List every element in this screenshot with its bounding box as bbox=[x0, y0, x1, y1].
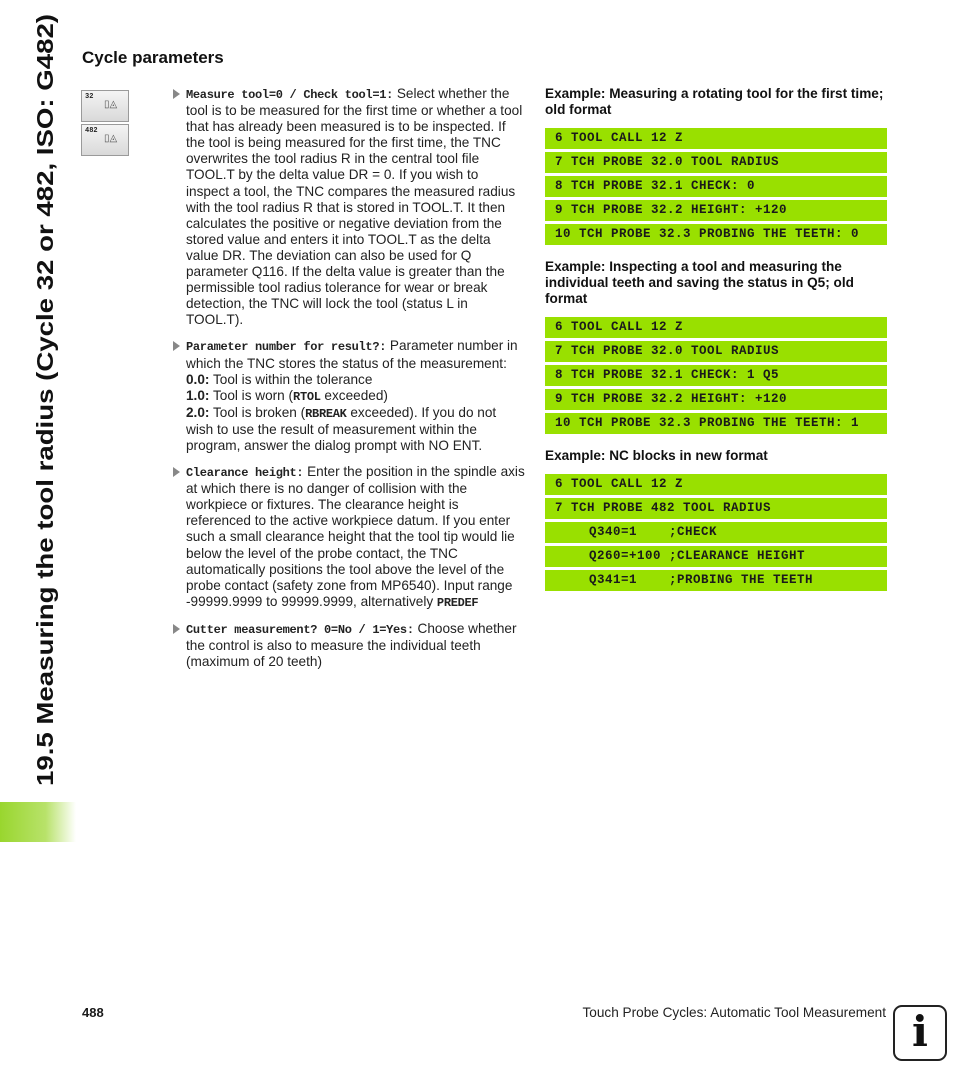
code-line: 6 TOOL CALL 12 Z bbox=[545, 317, 887, 338]
example-block bbox=[545, 86, 887, 245]
code-line: Q260=+100 ;CLEARANCE HEIGHT bbox=[545, 546, 887, 567]
value-code: RBREAK bbox=[305, 406, 347, 421]
example-title: Example: NC blocks in new format bbox=[545, 448, 768, 463]
code-line: 9 TCH PROBE 32.2 HEIGHT: +120 bbox=[545, 200, 887, 221]
cycle-482-softkey[interactable] bbox=[81, 124, 129, 156]
example-block bbox=[545, 448, 887, 591]
param-measure-check bbox=[173, 86, 525, 328]
param-text: Parameter number in which the TNC stores the status of the measurement: bbox=[186, 338, 518, 371]
value-text: exceeded) bbox=[320, 387, 388, 403]
code-line: 9 TCH PROBE 32.2 HEIGHT: +120 bbox=[545, 389, 887, 410]
bullet-arrow-icon bbox=[173, 89, 180, 99]
example-title: Example: Inspecting a tool and measuring the individual teeth and saving the status in Q5; old format bbox=[545, 259, 854, 306]
param-cutter-measurement bbox=[173, 621, 525, 670]
code-line: 10 TCH PROBE 32.3 PROBING THE TEETH: 1 bbox=[545, 413, 887, 434]
cycle-32-softkey[interactable] bbox=[81, 90, 129, 122]
param-text: Select whether the tool is to be measured for the first time or whether a tool that has already been measured is to be inspected. If the tool is being measured for the first time, the TNC overwrites the tool radius R in the central tool file TOOL.T by the delta value DR = 0. If you wish to inspect a tool, the TNC compares the measured radius with the tool radius R that is stored in TOOL.T. It then calculates the positive or negative deviation from the stored value and enters it into TOOL.T as the delta value DR. The deviation can also be used for Q parameter Q116. If the delta value is greater than the permissible tool radius tolerance for wear or break detection, the TNC will lock the tool (status L in TOOL.T). bbox=[186, 86, 523, 328]
code-line: 8 TCH PROBE 32.1 CHECK: 1 Q5 bbox=[545, 365, 887, 386]
param-code: Measure tool=0 / Check tool=1: bbox=[186, 88, 394, 102]
side-chapter-title bbox=[0, 0, 76, 800]
param-code: Parameter number for result?: bbox=[186, 340, 387, 355]
info-icon bbox=[893, 1005, 947, 1061]
example-title: Example: Measuring a rotating tool for the first time; old format bbox=[545, 86, 884, 117]
value-code: RTOL bbox=[293, 389, 321, 404]
param-clearance-height bbox=[173, 464, 525, 611]
cycle-482-graphic-icon: ▯◬ bbox=[104, 133, 118, 144]
value-text: Tool is broken ( bbox=[209, 404, 306, 420]
softkey-label: 482 bbox=[85, 127, 98, 135]
code-line: 6 TOOL CALL 12 Z bbox=[545, 474, 887, 495]
value-label: 0.0: bbox=[186, 371, 210, 387]
param-code: PREDEF bbox=[436, 595, 479, 610]
value-text: Tool is worn ( bbox=[209, 387, 294, 403]
footer-chapter-title: Touch Probe Cycles: Automatic Tool Measurement bbox=[582, 1005, 886, 1020]
param-code: Cutter measurement? 0=No / 1=Yes: bbox=[186, 622, 414, 637]
code-line: 7 TCH PROBE 32.0 TOOL RADIUS bbox=[545, 152, 887, 173]
bullet-arrow-icon bbox=[173, 624, 180, 634]
section-heading: Cycle parameters bbox=[82, 48, 224, 67]
param-text: Enter the position in the spindle axis at which there is no danger of collision with the workpiece or fixtures. The clearance height is referenced to the active workpiece datum. If you enter such a small clearance height that the tool tip would lie below the level of the probe contact, the TNC automatically positions the tool above the level of the probe contact (safety zone from MP6540). Input range -99999.9999 to 99999.9999, alternatively bbox=[186, 464, 525, 609]
param-code: Clearance height: bbox=[186, 466, 304, 481]
code-line: Q341=1 ;PROBING THE TEETH bbox=[545, 570, 887, 591]
chapter-color-tab bbox=[0, 802, 76, 842]
bullet-arrow-icon bbox=[173, 467, 180, 477]
value-text: Tool is within the tolerance bbox=[209, 371, 373, 387]
value-text: exceeded). If you do not wish to use the result of measurement within the program, answer the dialog prompt with NO ENT. bbox=[186, 404, 497, 453]
param-text: Choose whether the control is also to measure the individual teeth (maximum of 20 teeth) bbox=[186, 620, 517, 670]
bullet-arrow-icon bbox=[173, 341, 180, 351]
cycle-32-graphic-icon: ▯◬ bbox=[104, 99, 118, 110]
parameter-descriptions bbox=[173, 86, 525, 680]
code-line: 10 TCH PROBE 32.3 PROBING THE TEETH: 0 bbox=[545, 224, 887, 245]
value-label: 2.0: bbox=[186, 404, 210, 420]
side-chapter-title-text: 19.5 Measuring the tool radius (Cycle 32 or 482, ISO: G482) bbox=[32, 129, 58, 786]
examples-column bbox=[545, 86, 887, 605]
info-icon-glyph: i bbox=[912, 1007, 928, 1056]
param-result-number bbox=[173, 338, 525, 454]
value-label: 1.0: bbox=[186, 387, 210, 403]
softkey-label: 32 bbox=[85, 93, 94, 101]
code-line: 7 TCH PROBE 482 TOOL RADIUS bbox=[545, 498, 887, 519]
code-line: 7 TCH PROBE 32.0 TOOL RADIUS bbox=[545, 341, 887, 362]
code-line: 6 TOOL CALL 12 Z bbox=[545, 128, 887, 149]
code-line: 8 TCH PROBE 32.1 CHECK: 0 bbox=[545, 176, 887, 197]
page-number: 488 bbox=[82, 1005, 104, 1020]
example-block bbox=[545, 259, 887, 434]
code-line: Q340=1 ;CHECK bbox=[545, 522, 887, 543]
